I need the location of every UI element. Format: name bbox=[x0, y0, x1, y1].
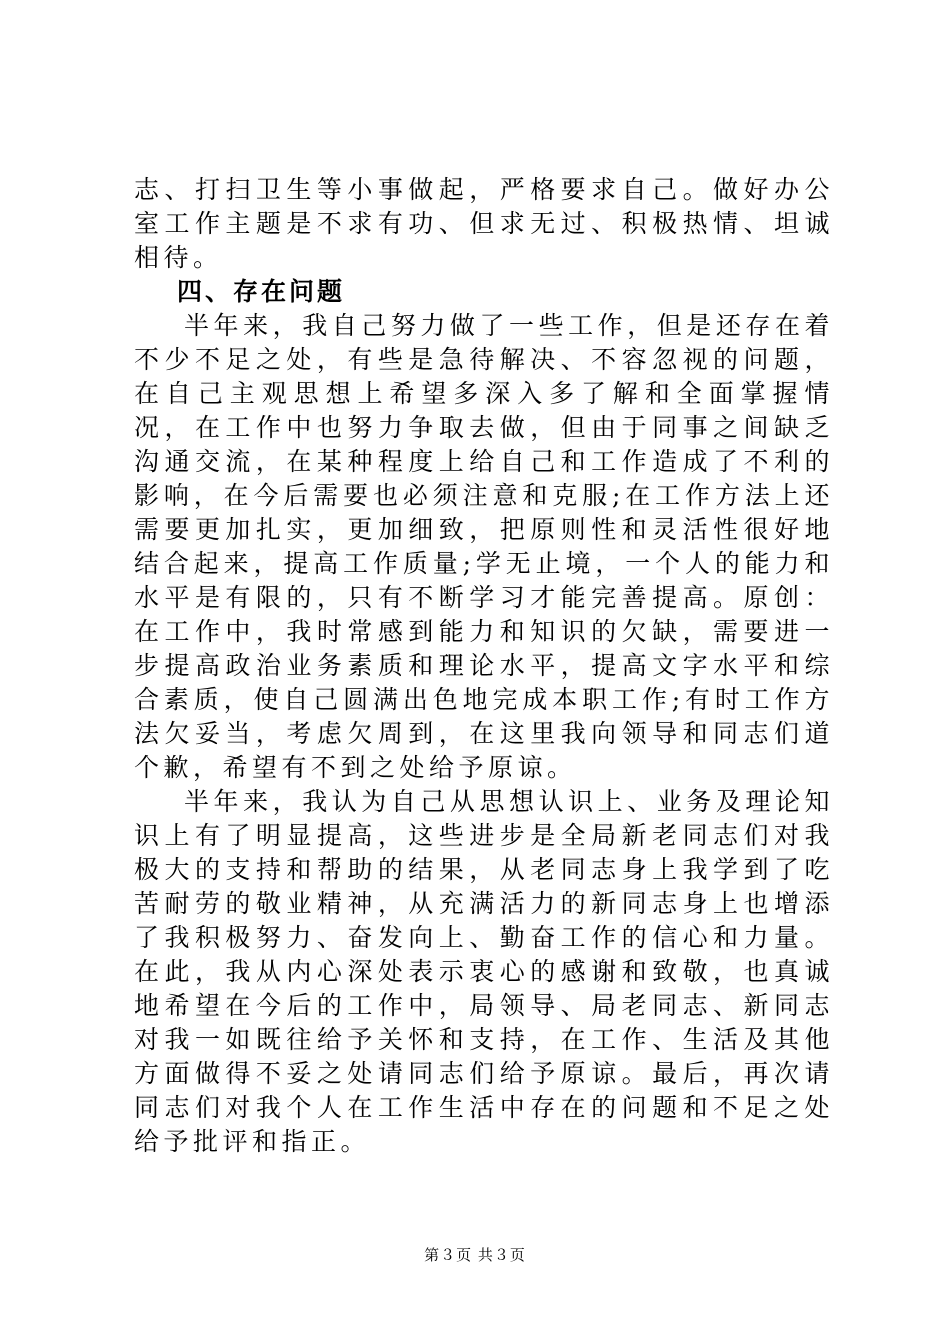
page-footer-number: 第３页 共３页 bbox=[424, 1246, 526, 1264]
document-body bbox=[134, 173, 834, 1159]
paragraph-continuation: 志、打扫卫生等小事做起，严格要求自己。做好办公室工作主题是不求有功、但求无过、积极热情、坦诚相待。 bbox=[134, 175, 834, 272]
paragraph-existing-problems: 半年来，我自己努力做了一些工作，但是还存在着不少不足之处，有些是急待解决、不容忽视的问题，在自己主观思想上希望多深入多了解和全面掌握情况，在工作中也努力争取去做，但由于同事之间缺乏沟通交流，在某种程度上给自己和工作造成了不利的影响，在今后需要也必须注意和克服;在工作方法上还需要更加扎实，更加细致，把原则性和灵活性很好地结合起来，提高工作质量;学无止境，一个人的能力和水平是有限的，只有不断学习才能完善提高。原创：在工作中，我时常感到能力和知识的欠缺，需要进一步提高政治业务素质和理论水平，提高文字水平和综合素质，使自己圆满出色地完成本职工作;有时工作方法欠妥当，考虑欠周到，在这里我向领导和同志们道个歉，希望有不到之处给予原谅。 bbox=[134, 311, 834, 782]
section-heading-problems: 四、存在问题 bbox=[177, 277, 346, 306]
paragraph-summary-thanks: 半年来，我认为自己从思想认识上、业务及理论知识上有了明显提高，这些进步是全局新老同志们对我极大的支持和帮助的结果，从老同志身上我学到了吃苦耐劳的敬业精神，从充满活力的新同志身上也增添了我积极努力、奋发向上、勤奋工作的信心和力量。在此，我从内心深处表示衷心的感谢和致敬，也真诚地希望在今后的工作中，局领导、局老同志、新同志对我一如既往给予关怀和支持，在工作、生活及其他方面做得不妥之处请同志们给予原谅。最后，再次请同志们对我个人在工作生活中存在的问题和不足之处给予批评和指正。 bbox=[134, 787, 834, 1156]
